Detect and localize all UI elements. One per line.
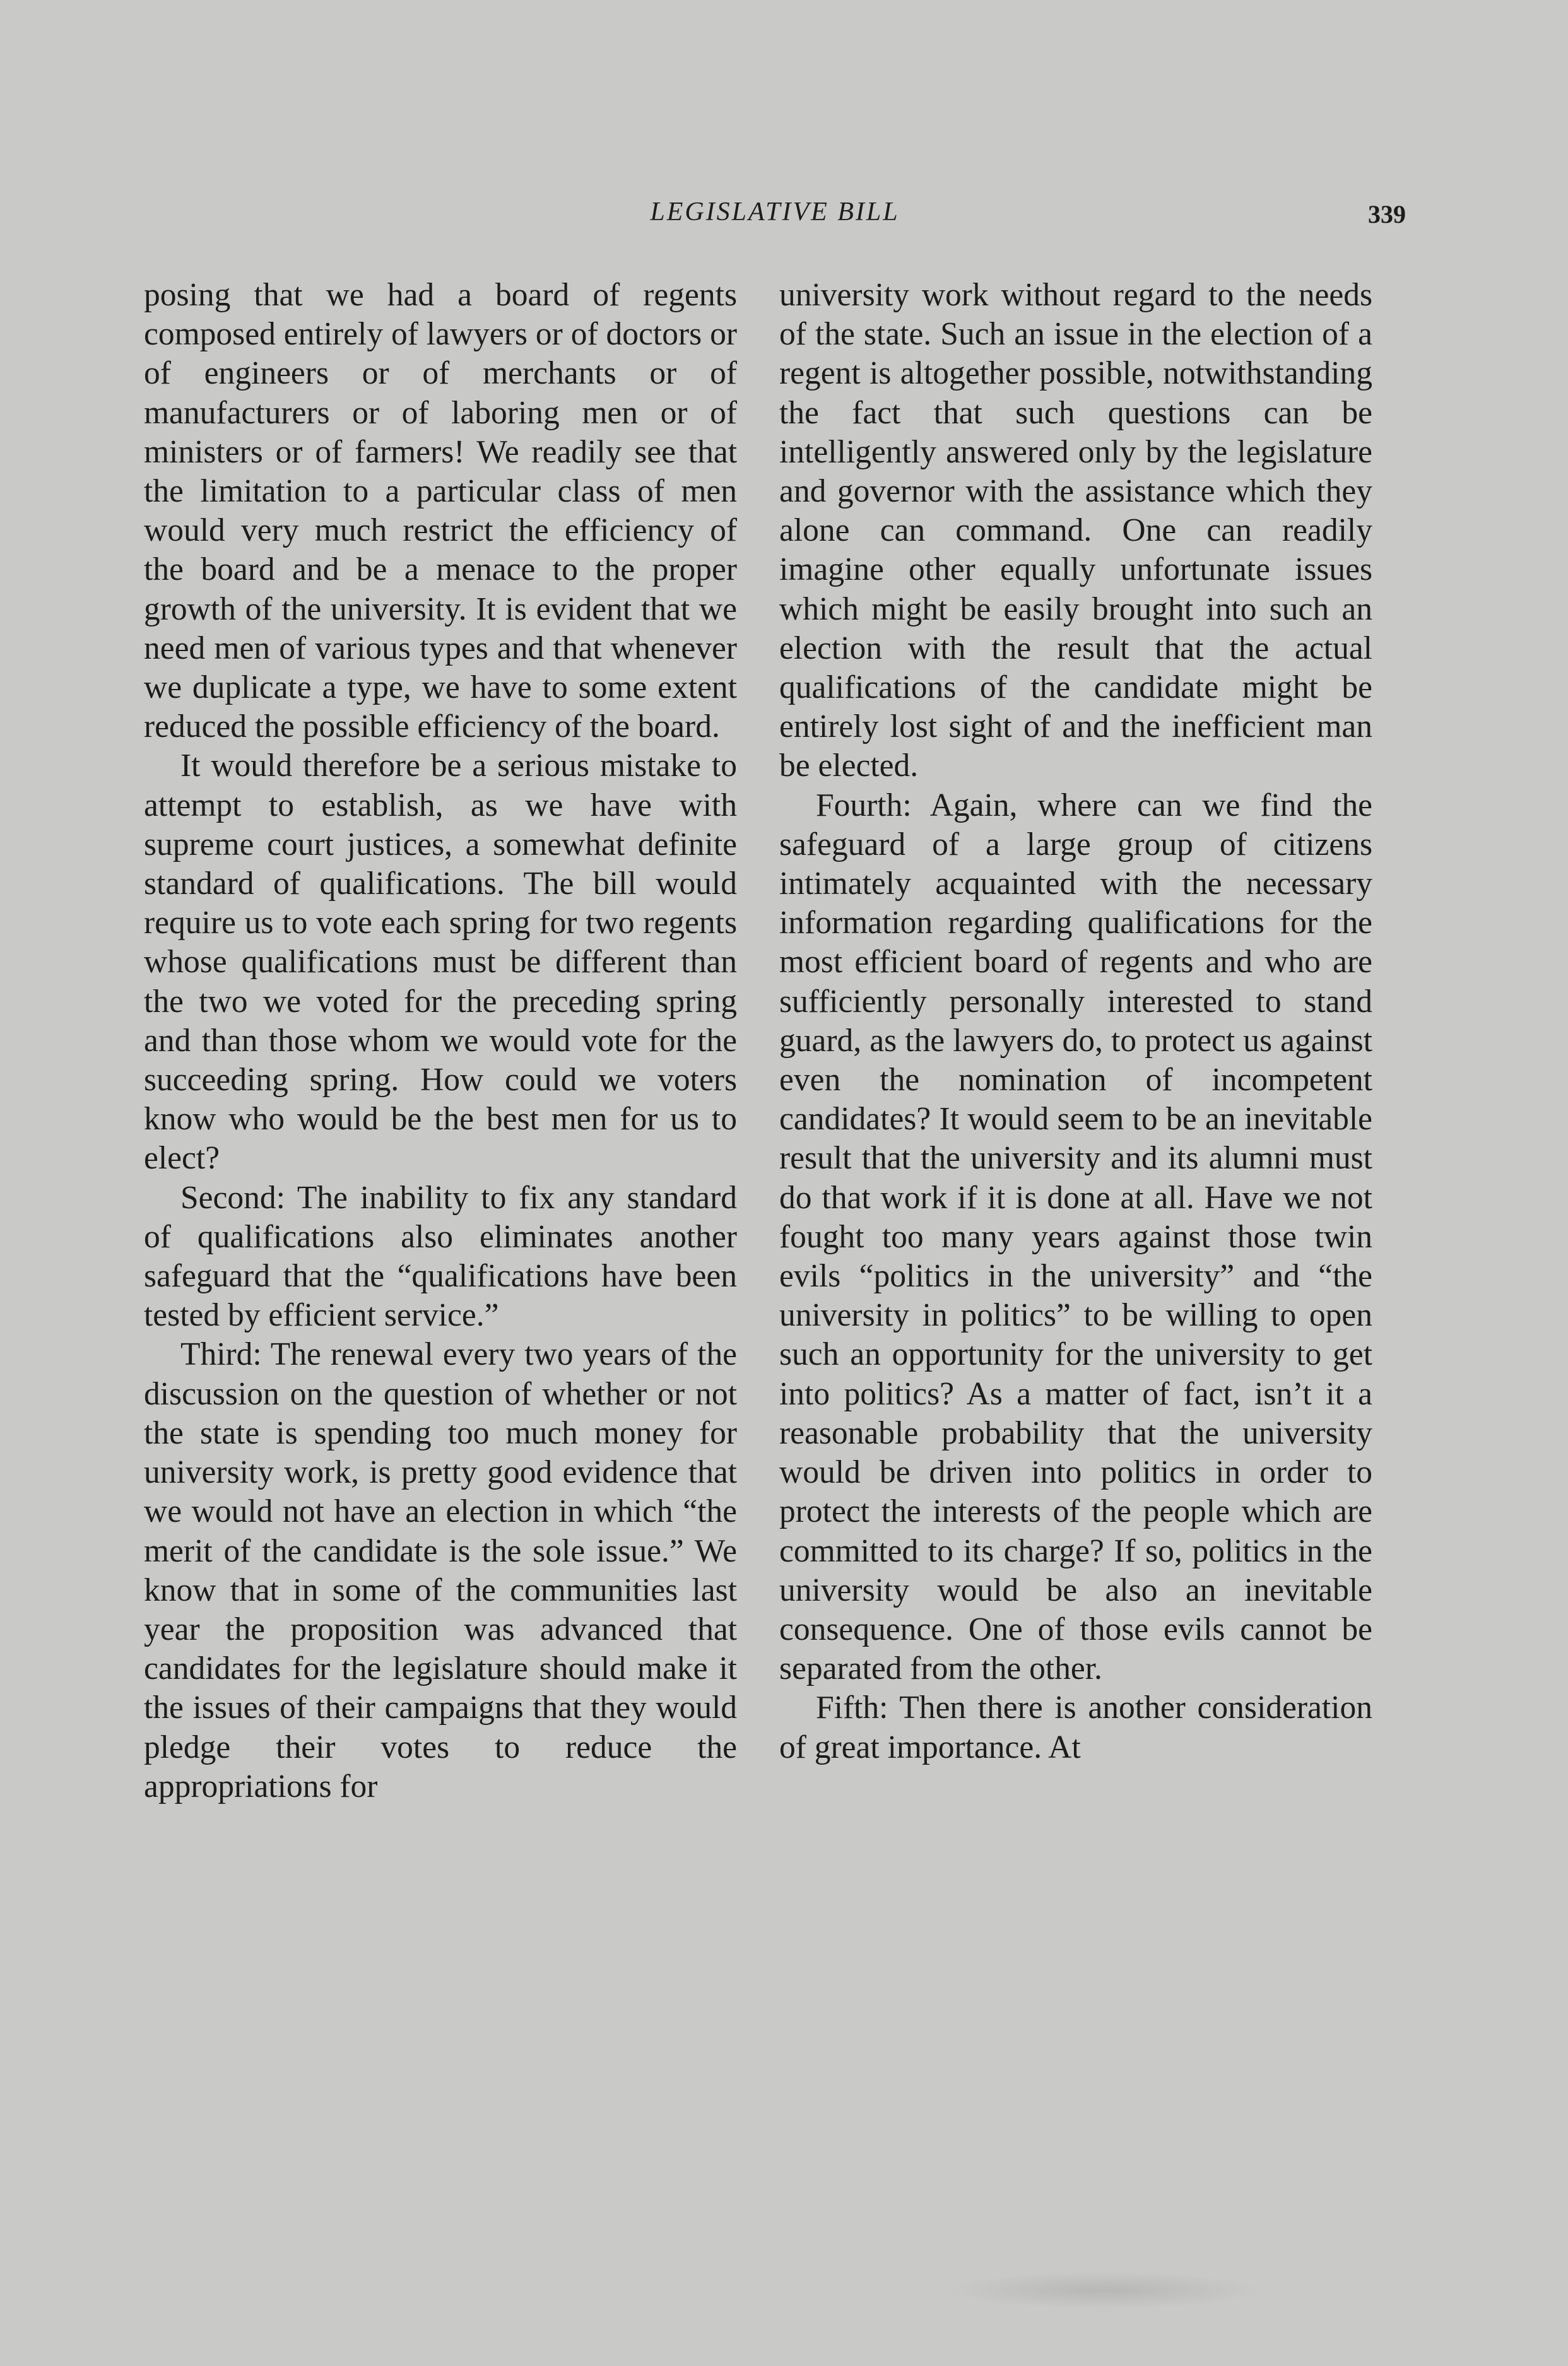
paragraph-left-3: Second: The inability to fix any standard of qualifications also eliminates another safeguard that the “qualifications have been tested by efficient service.” [144, 1179, 737, 1334]
paragraph-left-1: posing that we had a board of regents composed entirely of lawyers or of doctors or of engineers or of merchants or of manufacturers or of laboring men or of ministers or of farmers! We readily see that the limitation to a particular class of men would very much restrict the efficiency of the board and be a menace to the proper growth of the university. It is evident that we need men of various types and that whenever we duplicate a type, we have to some extent reduced the possible efficiency of the board. [144, 277, 737, 745]
paper-stain [946, 2271, 1262, 2309]
right-column [779, 276, 1372, 2131]
paragraph-left-2: It would therefore be a serious mistake to attempt to establish, as we have with supreme court justices, a somewhat definite standard of qualifications. The bill would require us to vote each spring for two regents whose qualifications must be different than the two we voted for the preceding spring and than those whom we would vote for the succeeding spring. How could we voters know who would be the best men for us to elect? [144, 748, 737, 1177]
left-column [144, 276, 737, 2131]
paragraph-left-4: Third: The renewal every two years of the discussion on the question of whether or not the state is spending too much money for university work, is pretty good evidence that we would not have an election in which “the merit of the candidate is the sole issue.” We know that in some of the communities last year the proposition was advanced that candidates for the legislature should make it the issues of their campaigns that they would pledge their votes to reduce the appropriations for [144, 1336, 737, 1804]
running-head-title: LEGISLATIVE BILL [650, 197, 900, 227]
paragraph-right-3: Fifth: Then there is another consideration of great importance. At [779, 1690, 1372, 1765]
paragraph-right-2: Fourth: Again, where can we find the safeguard of a large group of citizens intimately acquainted with the necessary information regarding qualifications for the most efficient board of regents and who are sufficiently personally interested to stand guard, as the lawyers do, to protect us against even the nomination of incompetent candidates? It would seem to be an inevitable result that the university and its alumni must do that work if it is done at all. Have we not fought too many years against those twin evils “politics in the university” and “the university in politics” to be willing to open such an opportunity for the university to get into politics? As a matter of fact, isn’t it a reasonable probability that the university would be driven into politics in order to protect the interests of the people which are committed to its charge? If so, politics in the university would be also an inevitable consequence. One of those evils cannot be separated from the other. [779, 787, 1372, 1687]
running-head [144, 197, 1406, 235]
paragraph-right-1: university work without regard to the needs of the state. Such an issue in the election of a regent is altogether possible, notwithstanding the fact that such questions can be intelligently answered only by the legislature and governor with the assistance which they alone can command. One can readily imagine other equally unfortunate issues which might be easily brought into such an election with the result that the actual qualifications of the candidate might be entirely lost sight of and the inefficient man be elected. [779, 277, 1372, 784]
page-number: 339 [1368, 200, 1406, 228]
